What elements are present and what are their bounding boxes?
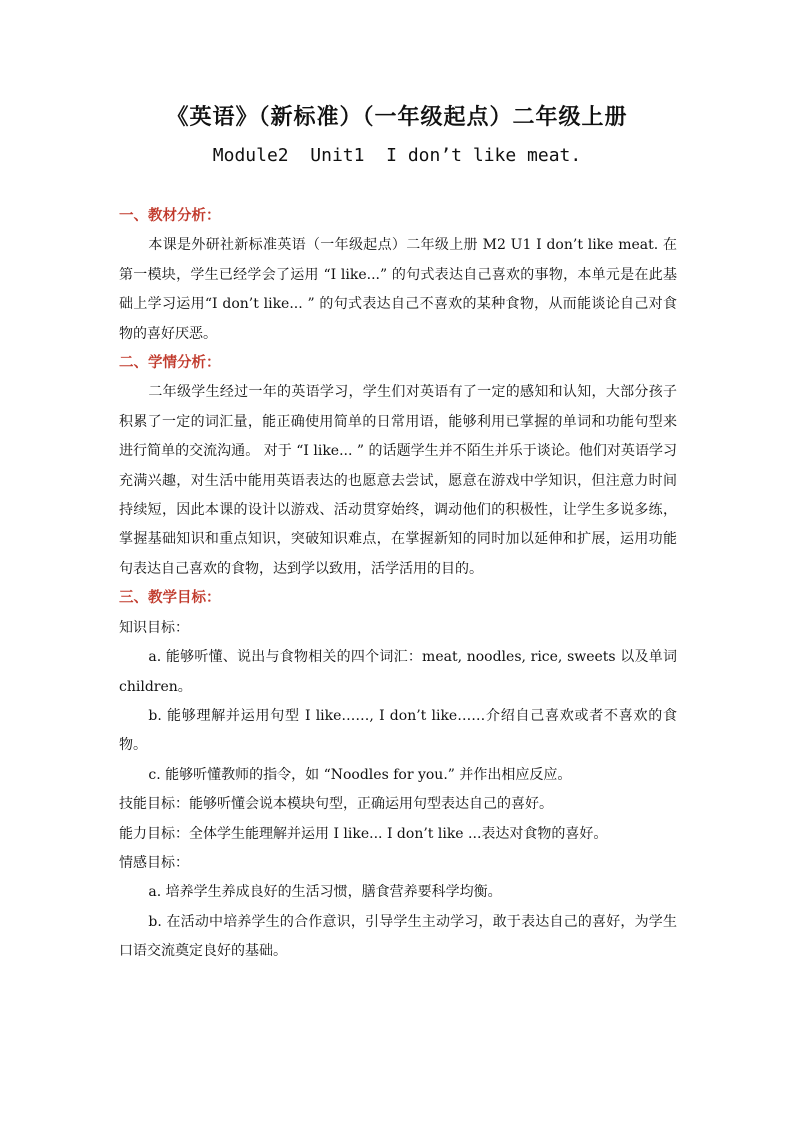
- ability-goal: 能力目标：全体学生能理解并运用 I like... I don’t like ...表达对食物的喜好。: [119, 825, 608, 842]
- knowledge-goals-label: 知识目标：: [119, 619, 189, 636]
- emotion-goals-label: 情感目标：: [119, 854, 189, 871]
- student-analysis-paragraph: 二年级学生经过一年的英语学习，学生们对英语有了一定的感知和认知，大部分孩子积累了一定的词汇量，能正确使用简单的日常用语，能够利用已掌握的单词和功能句型来进行简单的交流沟通。 对于 “I like... ” 的话题学生并不陌生并乐于谈论。他们对英语学习充满兴趣，对生活中能用英语表达的也愿意去尝试，愿意在游戏中学知识，但注意力时间持续短，因此本课的设计以游戏、活动贯穿始终，调动他们的积极性，让学生多说多练，掌握基础知识和重点知识，突破知识难点，在掌握新知的同时加以延伸和扩展，运用功能句表达自己喜欢的食物，达到学以致用，活学活用的目的。: [119, 384, 677, 577]
- emotion-goal-b: b. 在活动中培养学生的合作意识，引导学生主动学习，敢于表达自己的喜好，为学生口语交流奠定良好的基础。: [119, 913, 677, 960]
- document-body: [119, 202, 677, 967]
- textbook-analysis-paragraph: 本课是外研社新标准英语（一年级起点）二年级上册 M2 U1 I don’t like meat. 在第一模块，学生已经学会了运用 “I like...” 的句式表达自己喜欢的事物，本单元是在此基础上学习运用“I don’t like... ” 的句式表达自己不喜欢的某种食物，从而能谈论自己对食物的喜好厌恶。: [119, 237, 677, 342]
- section-heading-textbook-analysis: 一、教材分析：: [119, 208, 221, 224]
- emotion-goal-a: a. 培养学生养成良好的生活习惯，膳食营养要科学均衡。: [148, 884, 502, 901]
- section-heading-student-analysis: 二、学情分析：: [119, 355, 221, 372]
- document-title: 《英语》（新标准）（一年级起点）二年级上册: [166, 104, 628, 130]
- document-subtitle: Module2 Unit1 I don’t like meat.: [212, 145, 582, 166]
- knowledge-goal-a: a. 能够听懂、说出与食物相关的四个词汇：meat, noodles, rice, sweets 以及单词 children。: [119, 649, 677, 695]
- section-heading-teaching-goals: 三、教学目标：: [119, 590, 221, 607]
- knowledge-goal-b: b. 能够理解并运用句型 I like……, I don’t like……介绍自己喜欢或者不喜欢的食物。: [119, 707, 677, 754]
- skill-goal: 技能目标：能够听懂会说本模块句型，正确运用句型表达自己的喜好。: [119, 796, 553, 813]
- knowledge-goal-c: c. 能够听懂教师的指令，如 “Noodles for you.” 并作出相应反应。: [148, 766, 572, 783]
